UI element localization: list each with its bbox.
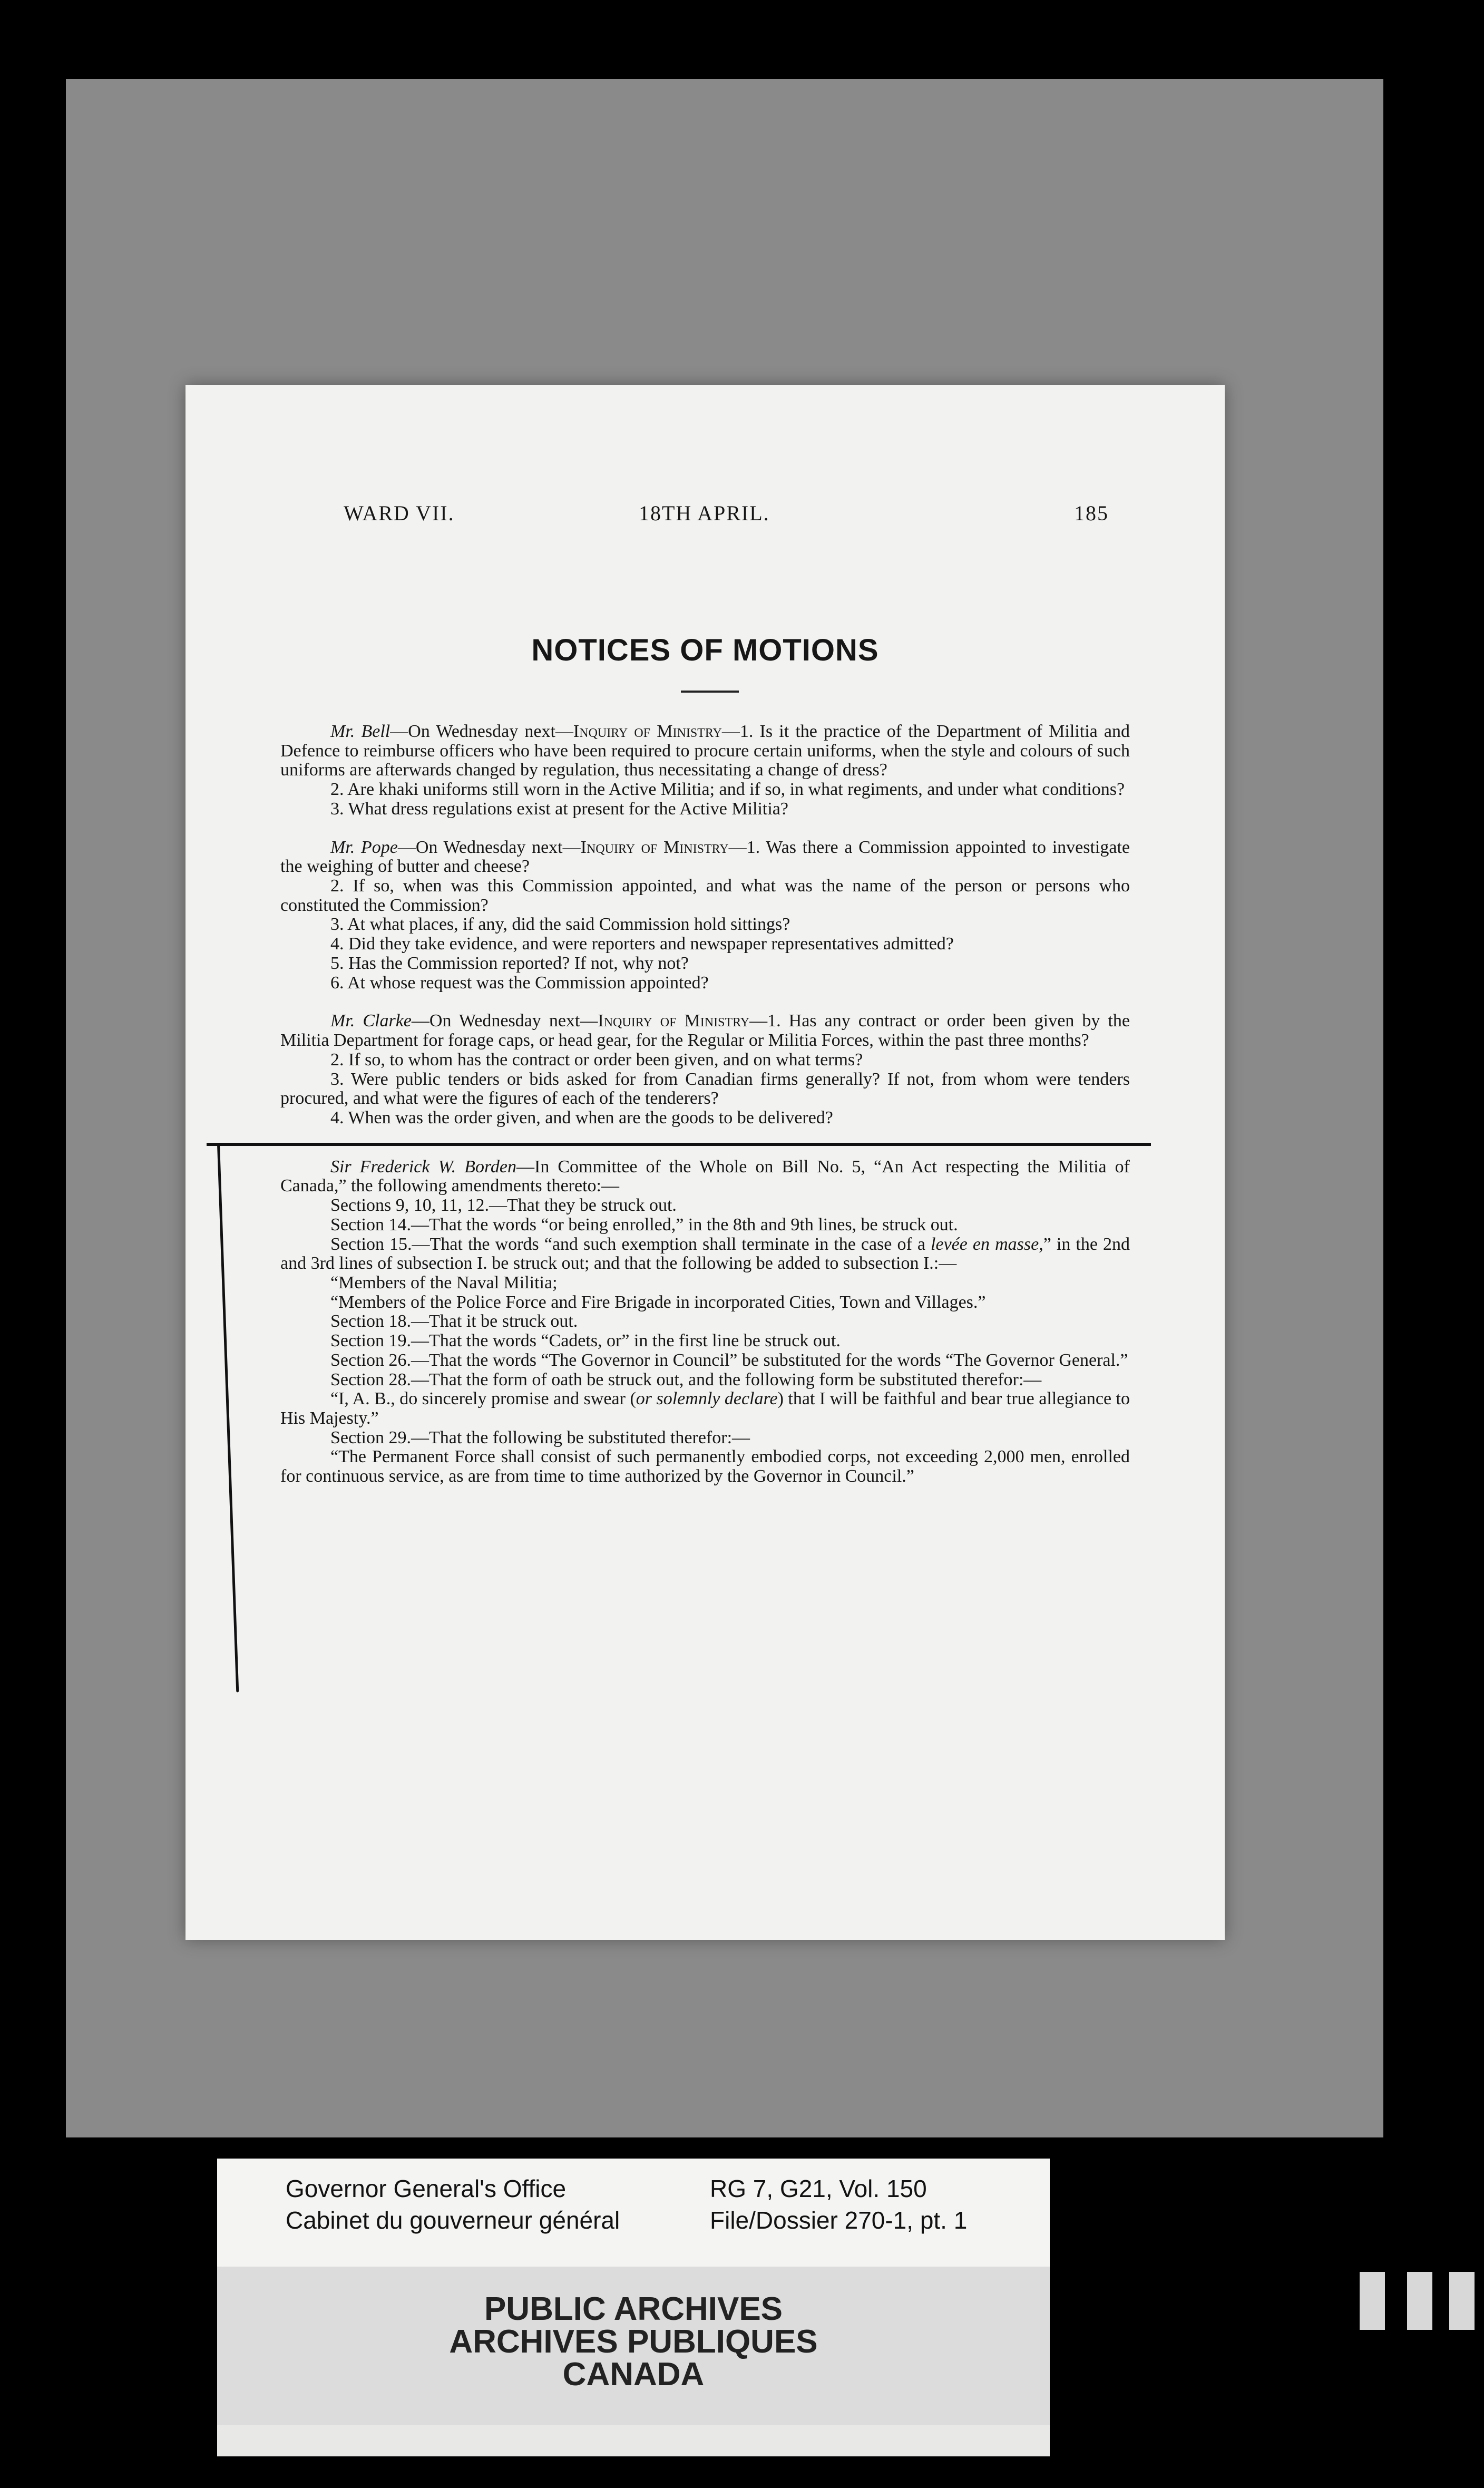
question-text: —1. Has any contract or order been given by the Militia Department for forage caps, or head gear, for the Regular or Militia Forces, within the past three months? [280, 1011, 1130, 1051]
inquiry-label: Inquiry of Ministry [598, 1011, 750, 1031]
motion-timing: —On Wednesday next— [397, 837, 581, 857]
film-frame [1407, 2272, 1432, 2330]
amendment-text: ” in the 2nd and 3rd lines of subsection I. be struck out; and that the following be added to subsection I.:— [280, 1234, 1130, 1274]
motion-clarke [280, 1012, 1130, 1128]
handwritten-bracket [217, 1144, 239, 1693]
motion-pope [280, 838, 1130, 993]
question-item: 2. If so, to whom has the contract or order been given, and on what terms? [330, 1049, 863, 1070]
motion-timing: —On Wednesday next— [411, 1011, 598, 1031]
inquiry-label: Inquiry of Ministry [580, 837, 729, 857]
oath-text: “I, A. B., do sincerely promise and swear ( [330, 1389, 636, 1409]
quoted-text: “The Permanent Force shall consist of such permanently embodied corps, not exceeding 2,000 men, enrolled for continuous service, as are from time to time authorized by the Governor in Council.” [280, 1447, 1130, 1486]
stamp-line-3: CANADA [562, 2356, 705, 2393]
handwritten-underline [207, 1143, 1151, 1146]
page-number: 185 [1074, 501, 1109, 525]
question-item: 2. Are khaki uniforms still worn in the Active Militia; and if so, in what regiments, and under what conditions? [330, 780, 1125, 800]
amendment-item: Section 18.—That it be struck out. [330, 1311, 578, 1332]
quoted-text: “Members of the Police Force and Fire Brigade in incorporated Cities, Town and Villages.” [330, 1292, 986, 1312]
card-bottom-strip [217, 2425, 1050, 2456]
member-name: Mr. Bell [330, 722, 390, 741]
title-rule [681, 691, 739, 693]
question-item: 3. What dress regulations exist at present for the Active Militia? [330, 799, 788, 819]
quoted-text: “Members of the Naval Militia; [330, 1272, 558, 1292]
file-number: File/Dossier 270-1, pt. 1 [710, 2207, 968, 2234]
question-text: —1. Was there a Commission appointed to investigate the weighing of butter and cheese? [280, 837, 1130, 877]
film-frame [1360, 2272, 1385, 2330]
question-item: 6. At whose request was the Commission appointed? [330, 973, 709, 993]
header-reign: WARD VII. [344, 501, 455, 525]
motion-lead [280, 1158, 1130, 1196]
document-page [186, 385, 1225, 1940]
record-group: RG 7, G21, Vol. 150 [710, 2175, 927, 2202]
motion-lead [280, 838, 1130, 877]
motion-lead [280, 722, 1130, 780]
motion-timing: —On Wednesday next— [390, 722, 573, 741]
question-item: 2. If so, when was this Commission appointed, and what was the name of the person or persons who constituted the Commission? [280, 876, 1130, 915]
inquiry-label: Inquiry of Ministry [573, 722, 722, 741]
amendment-item: Section 14.—That the words “or being enrolled,” in the 8th and 9th lines, be struck out. [330, 1214, 958, 1235]
amendment-item: Section 29.—That the following be substituted therefor:— [330, 1427, 750, 1447]
question-text: —1. Is it the practice of the Department of Militia and Defence to reimburse officers who have been required to procure certain uniforms, when the style and colours of such uniforms are afterwards changed by regulation, thus necessitating a change of dress? [280, 722, 1130, 780]
archives-stamp [217, 2267, 1050, 2425]
question-item: 3. At what places, if any, did the said Commission hold sittings? [330, 915, 790, 935]
amendment-item: Section 19.—That the words “Cadets, or” in the first line be struck out. [330, 1331, 841, 1351]
member-name: Mr. Pope [330, 837, 398, 857]
oath-text: ) that I will be faithful and bear true allegiance to His Majesty.” [280, 1389, 1130, 1428]
archival-reference-card [217, 2159, 1050, 2280]
page-header [344, 501, 1109, 538]
amendment-item: Sections 9, 10, 11, 12.—That they be struck out. [330, 1196, 677, 1216]
motion-text: —In Committee of the Whole on Bill No. 5, “An Act respecting the Militia of Canada,” the following amendments thereto:— [280, 1156, 1130, 1196]
amendment-item: Section 26.—That the words “The Governor in Council” be substituted for the words “The Governor General.” [330, 1350, 1128, 1370]
motion-lead [280, 1012, 1130, 1050]
office-english: Governor General's Office [286, 2175, 567, 2202]
question-item: 3. Were public tenders or bids asked for from Canadian firms generally? If not, from whom were tenders procured, and what were the figures of each of the tenderers? [280, 1069, 1130, 1109]
oath-italic: or solemnly declare [636, 1389, 778, 1409]
question-item: 4. When was the order given, and when are the goods to be delivered? [330, 1107, 833, 1128]
amendment-item: Section 28.—That the form of oath be struck out, and the following form be substituted therefor:— [330, 1369, 1042, 1389]
question-item: 5. Has the Commission reported? If not, why not? [330, 953, 689, 973]
motion-bell [280, 722, 1130, 819]
motion-borden [280, 1147, 1130, 1486]
office-french: Cabinet du gouverneur général [286, 2207, 620, 2234]
stamp-line-1: PUBLIC ARCHIVES [484, 2291, 783, 2327]
film-edge-marks [1349, 2261, 1484, 2351]
film-frame [1449, 2272, 1475, 2330]
header-date: 18TH APRIL. [639, 501, 770, 525]
motions-body [280, 722, 1130, 1505]
page-title: NOTICES OF MOTIONS [531, 633, 879, 667]
quoted-text [280, 1389, 1130, 1428]
question-item: 4. Did they take evidence, and were reporters and newspaper representatives admitted? [330, 934, 954, 954]
member-name: Sir Frederick W. Borden [330, 1156, 517, 1177]
member-name: Mr. Clarke [330, 1011, 412, 1031]
amendment-italic: levée en masse, [931, 1234, 1043, 1254]
stamp-line-2: ARCHIVES PUBLIQUES [449, 2324, 818, 2360]
amendment-item [280, 1235, 1130, 1274]
amendment-text: Section 15.—That the words “and such exemption shall terminate in the case of a [330, 1234, 931, 1254]
